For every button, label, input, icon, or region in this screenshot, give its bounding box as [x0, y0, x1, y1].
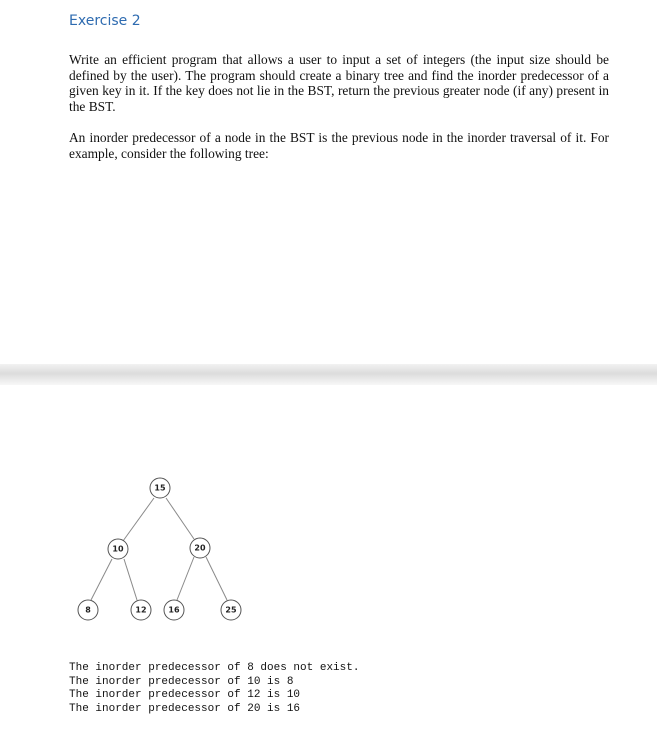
edge-10-12 [124, 559, 137, 600]
node-label: 10 [112, 544, 124, 554]
bst-diagram [70, 475, 260, 625]
node-label: 8 [85, 605, 91, 615]
predecessor-definition: An inorder predecessor of a node in the BST is the previous node in the inorder traversal of it. For example, consider the following tree: [69, 130, 609, 161]
tree-node-left-right [131, 600, 151, 620]
problem-description: Write an efficient program that allows a user to input a set of integers (the input size should be defined by the user). The program should create a binary tree and find the inorder predecessor of a given key in it. If the key does not lie in the BST, return the previous greater node (if any) present in the BST. [69, 52, 609, 114]
tree-node-left [108, 539, 128, 559]
node-label: 20 [194, 543, 206, 553]
output-line: The inorder predecessor of 12 is 10 [69, 689, 301, 702]
output-line: The inorder predecessor of 8 does not exist. [69, 662, 360, 674]
tree-node-left-left [78, 600, 98, 620]
node-label: 15 [154, 483, 166, 493]
edge-20-25 [206, 557, 227, 600]
edge-20-16 [177, 557, 194, 600]
node-label: 25 [225, 605, 237, 615]
edge-15-10 [123, 498, 154, 541]
edge-10-8 [91, 559, 112, 600]
exercise-heading: Exercise 2 [69, 13, 141, 29]
tree-node-root [150, 478, 170, 498]
tree-node-right [190, 538, 210, 558]
tree-node-right-right [221, 600, 241, 620]
tree-node-right-left [164, 600, 184, 620]
edge-15-20 [166, 498, 194, 539]
node-label: 12 [135, 605, 147, 615]
page-divider [0, 364, 657, 385]
output-line: The inorder predecessor of 20 is 16 [69, 702, 301, 715]
node-label: 16 [168, 605, 180, 615]
program-output [69, 662, 359, 716]
output-line: The inorder predecessor of 10 is 8 [69, 675, 294, 688]
